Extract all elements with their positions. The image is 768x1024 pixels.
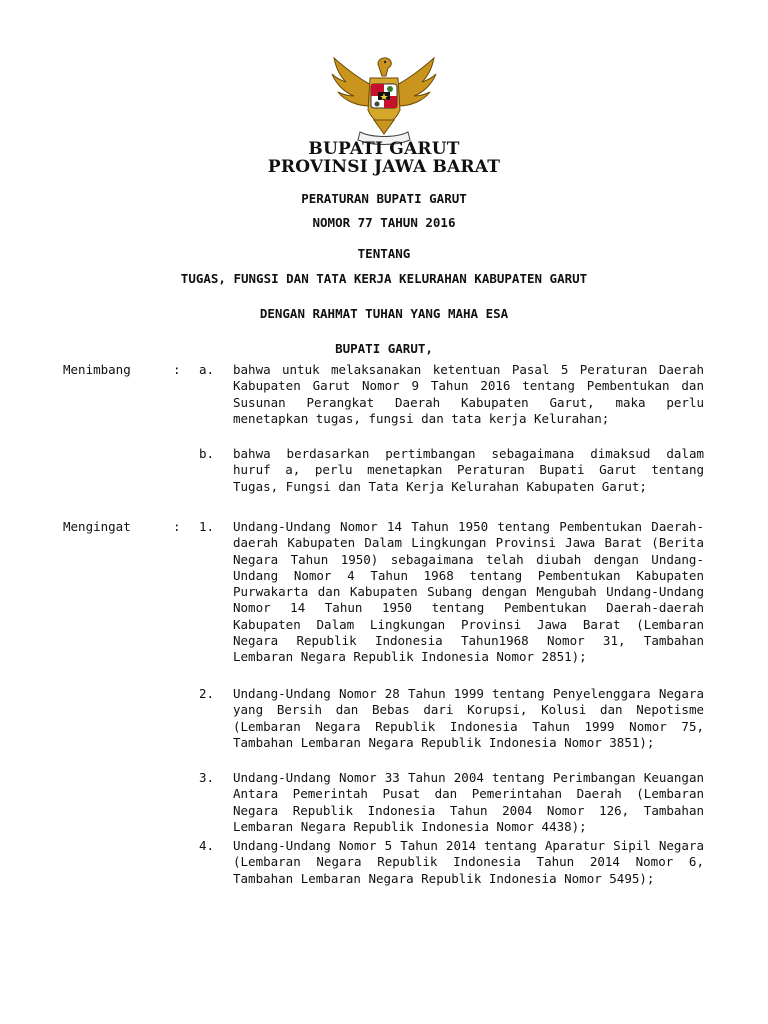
menimbang-item-text: bahwa berdasarkan pertimbangan sebagaimana dimaksud dalam huruf a, perlu menetapkan Peraturan Bupati Garut tentang Tugas, Fungsi dan Tata Kerja Kelurahan Kabupaten Garut;: [233, 446, 704, 494]
mengingat-item-marker: 1.: [199, 519, 215, 534]
mengingat-item-text: Undang-Undang Nomor 28 Tahun 1999 tentang Penyelenggara Negara yang Bersih dan Bebas dari Korupsi, Kolusi dan Nepotisme (Lembaran Negara Republik Indonesia Tahun 1999 Nomor 75, Tambahan Lembaran Negara Republik Indonesia Nomor 3851);: [233, 686, 704, 750]
menimbang-item-marker: b.: [199, 446, 215, 461]
mengingat-label: Mengingat: [63, 519, 131, 534]
mengingat-item-text: Undang-Undang Nomor 14 Tahun 1950 tentang Pembentukan Daerah-daerah Kabupaten Dalam Lingkungan Provinsi Jawa Barat (Berita Negara Tahun 1950) sebagaimana telah diubah dengan Undang-Undang Nomor 4 Tahun 1968 tentang Pembentukan Kabupaten Purwakarta dan Kabupaten Subang dengan Mengubah Undang-Undang Nomor 14 Tahun 1950 tentang Pembentukan Daerah-daerah Kabupaten Dalam Lingkungan Provinsi Jawa Barat (Lembaran Negara Republik Indonesia Tahun1968 Nomor 31, Tambahan Lembaran Negara Republik Indonesia Nomor 2851);: [233, 519, 704, 665]
regulation-title: PERATURAN BUPATI GARUT: [301, 191, 467, 206]
menimbang-colon: :: [173, 362, 181, 377]
mengingat-item-text: Undang-Undang Nomor 33 Tahun 2004 tentang Perimbangan Keuangan Antara Pemerintah Pusat dan Pemerintahan Daerah (Lembaran Negara Republik Indonesia Tahun 2004 Nomor 126, Tambahan Lembaran Negara Republik Indonesia Nomor 4438);: [233, 770, 704, 834]
menimbang-label: Menimbang: [63, 362, 131, 377]
regulation-number: NOMOR 77 TAHUN 2016: [312, 215, 456, 230]
regulation-authority: BUPATI GARUT,: [335, 341, 433, 356]
mengingat-item-marker: 3.: [199, 770, 215, 785]
mengingat-colon: :: [173, 519, 181, 534]
mengingat-item-text: Undang-Undang Nomor 5 Tahun 2014 tentang Aparatur Sipil Negara (Lembaran Negara Republik Indonesia Tahun 2014 Nomor 6, Tambahan Lembaran Negara Republik Indonesia Nomor 5495);: [233, 838, 704, 886]
garuda-pancasila-emblem: [326, 54, 442, 146]
regulation-subject: TUGAS, FUNGSI DAN TATA KERJA KELURAHAN KABUPATEN GARUT: [180, 271, 588, 286]
header-line-2: PROVINSI JAWA BARAT: [267, 157, 501, 177]
mengingat-item-marker: 4.: [199, 838, 215, 853]
menimbang-item-text: bahwa untuk melaksanakan ketentuan Pasal 5 Peraturan Daerah Kabupaten Garut Nomor 9 Tahun 2016 tentang Pembentukan dan Susunan Perangkat Daerah Kabupaten Garut, maka perlu menetapkan tugas, fungsi dan tata kerja Kelurahan;: [233, 362, 704, 426]
menimbang-item-marker: a.: [199, 362, 215, 377]
regulation-grace: DENGAN RAHMAT TUHAN YANG MAHA ESA: [259, 306, 509, 321]
regulation-about: TENTANG: [357, 246, 411, 261]
mengingat-item-marker: 2.: [199, 686, 215, 701]
header-line-1: BUPATI GARUT: [308, 139, 460, 159]
